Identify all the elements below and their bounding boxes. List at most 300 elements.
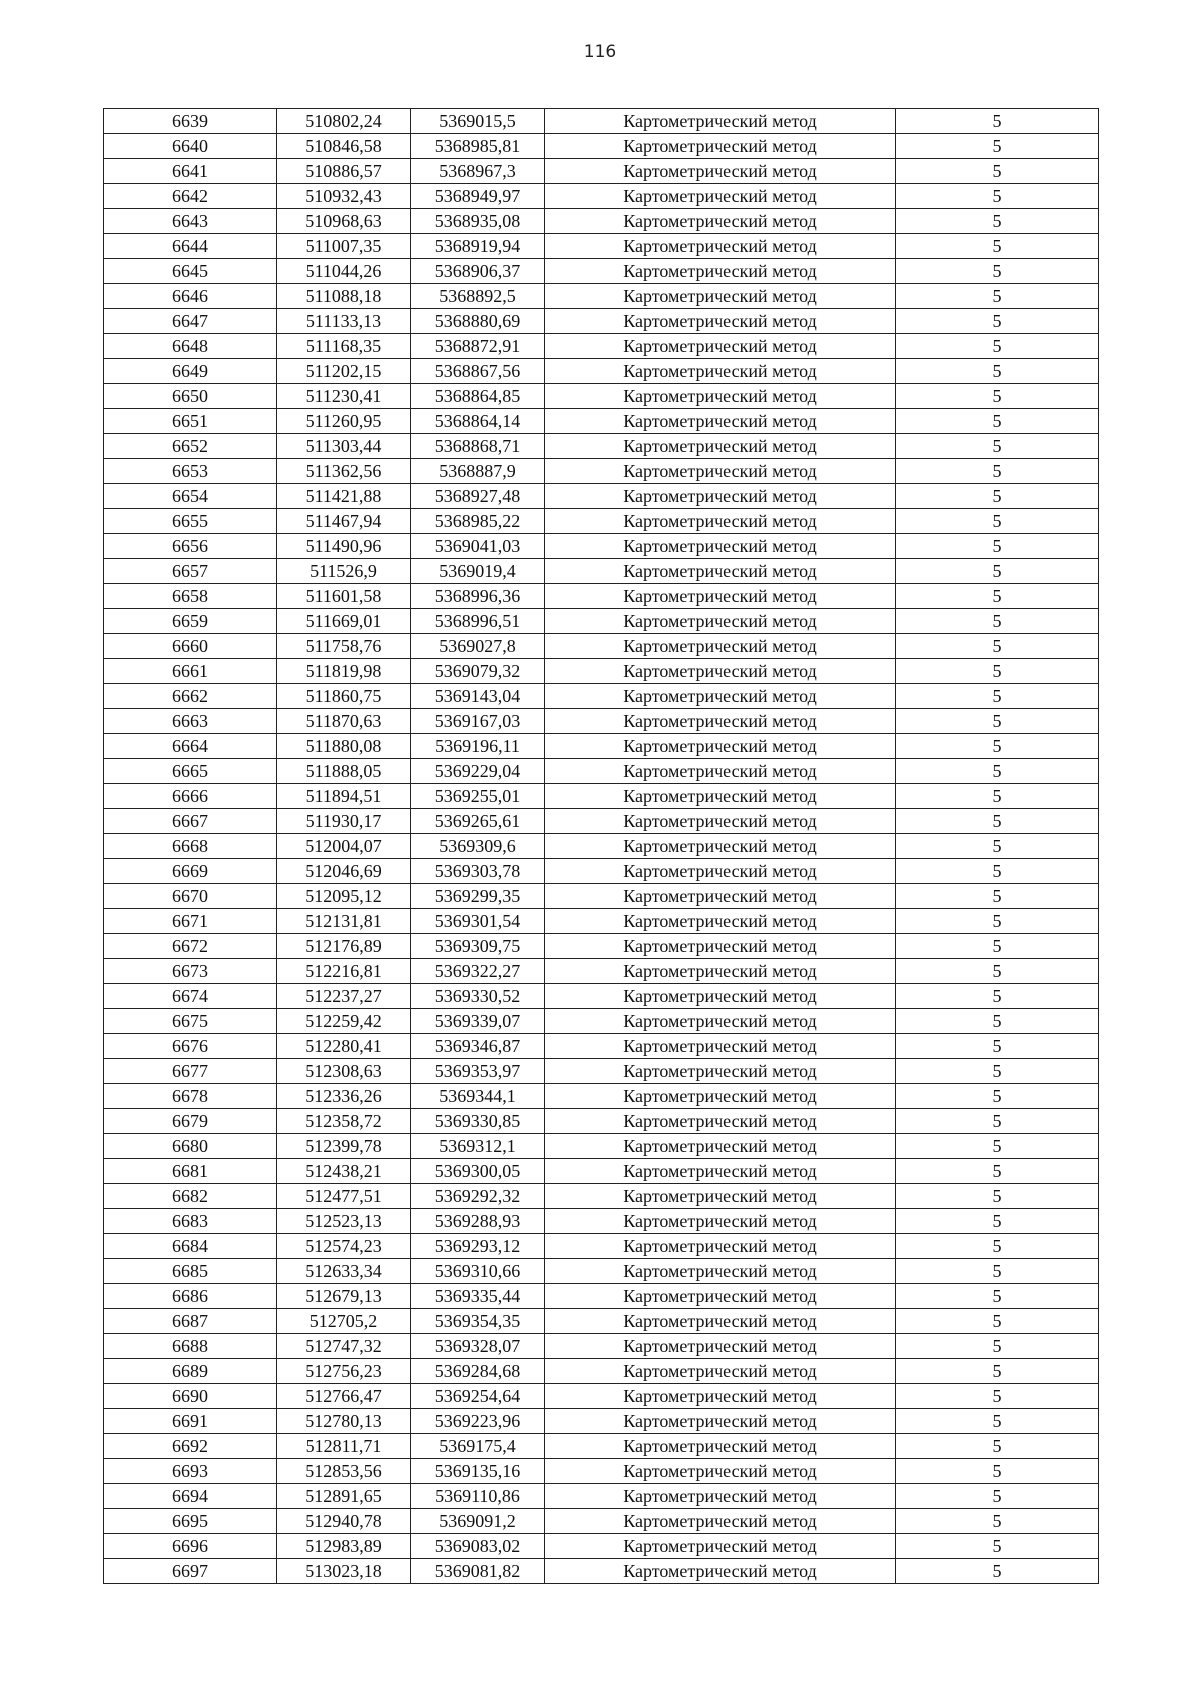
x-coordinate-cell: 512280,41	[277, 1034, 411, 1059]
table-row	[104, 1084, 1099, 1109]
y-coordinate-cell: 5369309,6	[411, 834, 545, 859]
x-coordinate-cell: 511490,96	[277, 534, 411, 559]
table-row	[104, 434, 1099, 459]
accuracy-cell: 5	[896, 1534, 1099, 1559]
table-row	[104, 1334, 1099, 1359]
table-row	[104, 559, 1099, 584]
point-number-cell: 6686	[104, 1284, 277, 1309]
y-coordinate-cell: 5369135,16	[411, 1459, 545, 1484]
y-coordinate-cell: 5369339,07	[411, 1009, 545, 1034]
x-coordinate-cell: 512811,71	[277, 1434, 411, 1459]
accuracy-cell: 5	[896, 134, 1099, 159]
method-cell: Картометрический метод	[545, 1109, 896, 1134]
x-coordinate-cell: 512336,26	[277, 1084, 411, 1109]
y-coordinate-cell: 5369081,82	[411, 1559, 545, 1584]
table-row	[104, 609, 1099, 634]
y-coordinate-cell: 5368949,97	[411, 184, 545, 209]
accuracy-cell: 5	[896, 1034, 1099, 1059]
accuracy-cell: 5	[896, 1284, 1099, 1309]
x-coordinate-cell: 511044,26	[277, 259, 411, 284]
table-row	[104, 1534, 1099, 1559]
x-coordinate-cell: 511421,88	[277, 484, 411, 509]
accuracy-cell: 5	[896, 384, 1099, 409]
point-number-cell: 6667	[104, 809, 277, 834]
method-cell: Картометрический метод	[545, 1234, 896, 1259]
table-row	[104, 459, 1099, 484]
x-coordinate-cell: 512574,23	[277, 1234, 411, 1259]
accuracy-cell: 5	[896, 809, 1099, 834]
method-cell: Картометрический метод	[545, 1384, 896, 1409]
y-coordinate-cell: 5369301,54	[411, 909, 545, 934]
x-coordinate-cell: 511133,13	[277, 309, 411, 334]
point-number-cell: 6691	[104, 1409, 277, 1434]
accuracy-cell: 5	[896, 1484, 1099, 1509]
y-coordinate-cell: 5368919,94	[411, 234, 545, 259]
table-row	[104, 684, 1099, 709]
x-coordinate-cell: 511168,35	[277, 334, 411, 359]
y-coordinate-cell: 5368892,5	[411, 284, 545, 309]
point-number-cell: 6659	[104, 609, 277, 634]
accuracy-cell: 5	[896, 1384, 1099, 1409]
x-coordinate-cell: 512477,51	[277, 1184, 411, 1209]
accuracy-cell: 5	[896, 859, 1099, 884]
point-number-cell: 6652	[104, 434, 277, 459]
point-number-cell: 6660	[104, 634, 277, 659]
point-number-cell: 6650	[104, 384, 277, 409]
x-coordinate-cell: 511758,76	[277, 634, 411, 659]
y-coordinate-cell: 5368996,51	[411, 609, 545, 634]
table-row	[104, 509, 1099, 534]
point-number-cell: 6656	[104, 534, 277, 559]
table-row	[104, 109, 1099, 134]
point-number-cell: 6669	[104, 859, 277, 884]
table-row	[104, 909, 1099, 934]
y-coordinate-cell: 5368985,22	[411, 509, 545, 534]
accuracy-cell: 5	[896, 734, 1099, 759]
accuracy-cell: 5	[896, 659, 1099, 684]
table-row	[104, 1384, 1099, 1409]
x-coordinate-cell: 512705,2	[277, 1309, 411, 1334]
accuracy-cell: 5	[896, 159, 1099, 184]
accuracy-cell: 5	[896, 684, 1099, 709]
y-coordinate-cell: 5369288,93	[411, 1209, 545, 1234]
y-coordinate-cell: 5369079,32	[411, 659, 545, 684]
method-cell: Картометрический метод	[545, 184, 896, 209]
method-cell: Картометрический метод	[545, 134, 896, 159]
accuracy-cell: 5	[896, 234, 1099, 259]
table-row	[104, 1134, 1099, 1159]
y-coordinate-cell: 5369223,96	[411, 1409, 545, 1434]
y-coordinate-cell: 5368864,14	[411, 409, 545, 434]
y-coordinate-cell: 5368887,9	[411, 459, 545, 484]
y-coordinate-cell: 5369299,35	[411, 884, 545, 909]
table-row	[104, 859, 1099, 884]
point-number-cell: 6665	[104, 759, 277, 784]
method-cell: Картометрический метод	[545, 1059, 896, 1084]
point-number-cell: 6696	[104, 1534, 277, 1559]
table-row	[104, 1434, 1099, 1459]
page-number: 116	[583, 42, 617, 62]
table-row	[104, 409, 1099, 434]
table-row	[104, 1109, 1099, 1134]
accuracy-cell: 5	[896, 459, 1099, 484]
coordinates-table	[103, 108, 1099, 1584]
accuracy-cell: 5	[896, 1009, 1099, 1034]
table-row	[104, 1009, 1099, 1034]
method-cell: Картометрический метод	[545, 484, 896, 509]
x-coordinate-cell: 512747,32	[277, 1334, 411, 1359]
table-row	[104, 284, 1099, 309]
method-cell: Картометрический метод	[545, 1084, 896, 1109]
x-coordinate-cell: 511669,01	[277, 609, 411, 634]
y-coordinate-cell: 5369254,64	[411, 1384, 545, 1409]
y-coordinate-cell: 5369346,87	[411, 1034, 545, 1059]
y-coordinate-cell: 5368872,91	[411, 334, 545, 359]
method-cell: Картометрический метод	[545, 959, 896, 984]
y-coordinate-cell: 5368985,81	[411, 134, 545, 159]
y-coordinate-cell: 5369328,07	[411, 1334, 545, 1359]
x-coordinate-cell: 511467,94	[277, 509, 411, 534]
method-cell: Картометрический метод	[545, 284, 896, 309]
accuracy-cell: 5	[896, 359, 1099, 384]
accuracy-cell: 5	[896, 434, 1099, 459]
accuracy-cell: 5	[896, 1459, 1099, 1484]
x-coordinate-cell: 511894,51	[277, 784, 411, 809]
point-number-cell: 6689	[104, 1359, 277, 1384]
accuracy-cell: 5	[896, 1184, 1099, 1209]
table-row	[104, 809, 1099, 834]
y-coordinate-cell: 5369344,1	[411, 1084, 545, 1109]
method-cell: Картометрический метод	[545, 534, 896, 559]
table-row	[104, 384, 1099, 409]
method-cell: Картометрический метод	[545, 784, 896, 809]
y-coordinate-cell: 5368880,69	[411, 309, 545, 334]
x-coordinate-cell: 512237,27	[277, 984, 411, 1009]
point-number-cell: 6651	[104, 409, 277, 434]
point-number-cell: 6640	[104, 134, 277, 159]
x-coordinate-cell: 512095,12	[277, 884, 411, 909]
method-cell: Картометрический метод	[545, 1309, 896, 1334]
method-cell: Картометрический метод	[545, 934, 896, 959]
method-cell: Картометрический метод	[545, 209, 896, 234]
table-row	[104, 1234, 1099, 1259]
point-number-cell: 6641	[104, 159, 277, 184]
point-number-cell: 6668	[104, 834, 277, 859]
accuracy-cell: 5	[896, 759, 1099, 784]
method-cell: Картометрический метод	[545, 1284, 896, 1309]
y-coordinate-cell: 5369110,86	[411, 1484, 545, 1509]
accuracy-cell: 5	[896, 409, 1099, 434]
table-row	[104, 1459, 1099, 1484]
method-cell: Картометрический метод	[545, 1509, 896, 1534]
method-cell: Картометрический метод	[545, 984, 896, 1009]
x-coordinate-cell: 510968,63	[277, 209, 411, 234]
point-number-cell: 6653	[104, 459, 277, 484]
method-cell: Картометрический метод	[545, 709, 896, 734]
accuracy-cell: 5	[896, 584, 1099, 609]
method-cell: Картометрический метод	[545, 1359, 896, 1384]
y-coordinate-cell: 5369335,44	[411, 1284, 545, 1309]
y-coordinate-cell: 5369196,11	[411, 734, 545, 759]
y-coordinate-cell: 5369143,04	[411, 684, 545, 709]
table-row	[104, 734, 1099, 759]
point-number-cell: 6675	[104, 1009, 277, 1034]
point-number-cell: 6657	[104, 559, 277, 584]
point-number-cell: 6679	[104, 1109, 277, 1134]
method-cell: Картометрический метод	[545, 659, 896, 684]
point-number-cell: 6695	[104, 1509, 277, 1534]
y-coordinate-cell: 5369091,2	[411, 1509, 545, 1534]
x-coordinate-cell: 512308,63	[277, 1059, 411, 1084]
point-number-cell: 6687	[104, 1309, 277, 1334]
point-number-cell: 6693	[104, 1459, 277, 1484]
method-cell: Картометрический метод	[545, 634, 896, 659]
y-coordinate-cell: 5369265,61	[411, 809, 545, 834]
accuracy-cell: 5	[896, 934, 1099, 959]
x-coordinate-cell: 511930,17	[277, 809, 411, 834]
accuracy-cell: 5	[896, 1059, 1099, 1084]
x-coordinate-cell: 512523,13	[277, 1209, 411, 1234]
point-number-cell: 6683	[104, 1209, 277, 1234]
x-coordinate-cell: 510802,24	[277, 109, 411, 134]
table-row	[104, 934, 1099, 959]
table-row	[104, 309, 1099, 334]
table-row	[104, 1209, 1099, 1234]
x-coordinate-cell: 511088,18	[277, 284, 411, 309]
y-coordinate-cell: 5369167,03	[411, 709, 545, 734]
point-number-cell: 6642	[104, 184, 277, 209]
point-number-cell: 6643	[104, 209, 277, 234]
method-cell: Картометрический метод	[545, 1484, 896, 1509]
x-coordinate-cell: 512853,56	[277, 1459, 411, 1484]
point-number-cell: 6681	[104, 1159, 277, 1184]
accuracy-cell: 5	[896, 209, 1099, 234]
y-coordinate-cell: 5368864,85	[411, 384, 545, 409]
accuracy-cell: 5	[896, 184, 1099, 209]
x-coordinate-cell: 512891,65	[277, 1484, 411, 1509]
y-coordinate-cell: 5369353,97	[411, 1059, 545, 1084]
accuracy-cell: 5	[896, 1509, 1099, 1534]
accuracy-cell: 5	[896, 284, 1099, 309]
accuracy-cell: 5	[896, 109, 1099, 134]
table-row	[104, 1159, 1099, 1184]
y-coordinate-cell: 5368868,71	[411, 434, 545, 459]
method-cell: Картометрический метод	[545, 409, 896, 434]
accuracy-cell: 5	[896, 834, 1099, 859]
method-cell: Картометрический метод	[545, 234, 896, 259]
accuracy-cell: 5	[896, 1259, 1099, 1284]
method-cell: Картометрический метод	[545, 1534, 896, 1559]
point-number-cell: 6648	[104, 334, 277, 359]
method-cell: Картометрический метод	[545, 1409, 896, 1434]
table-row	[104, 1284, 1099, 1309]
x-coordinate-cell: 512399,78	[277, 1134, 411, 1159]
method-cell: Картометрический метод	[545, 384, 896, 409]
y-coordinate-cell: 5369292,32	[411, 1184, 545, 1209]
x-coordinate-cell: 513023,18	[277, 1559, 411, 1584]
point-number-cell: 6690	[104, 1384, 277, 1409]
table-row	[104, 1259, 1099, 1284]
table-row	[104, 259, 1099, 284]
table-row	[104, 1484, 1099, 1509]
point-number-cell: 6680	[104, 1134, 277, 1159]
method-cell: Картометрический метод	[545, 459, 896, 484]
point-number-cell: 6694	[104, 1484, 277, 1509]
accuracy-cell: 5	[896, 634, 1099, 659]
accuracy-cell: 5	[896, 1334, 1099, 1359]
point-number-cell: 6666	[104, 784, 277, 809]
x-coordinate-cell: 512633,34	[277, 1259, 411, 1284]
point-number-cell: 6670	[104, 884, 277, 909]
x-coordinate-cell: 511202,15	[277, 359, 411, 384]
y-coordinate-cell: 5369310,66	[411, 1259, 545, 1284]
x-coordinate-cell: 510846,58	[277, 134, 411, 159]
point-number-cell: 6674	[104, 984, 277, 1009]
table-row	[104, 159, 1099, 184]
x-coordinate-cell: 511230,41	[277, 384, 411, 409]
accuracy-cell: 5	[896, 1559, 1099, 1584]
x-coordinate-cell: 511601,58	[277, 584, 411, 609]
y-coordinate-cell: 5369303,78	[411, 859, 545, 884]
accuracy-cell: 5	[896, 909, 1099, 934]
y-coordinate-cell: 5369354,35	[411, 1309, 545, 1334]
method-cell: Картометрический метод	[545, 609, 896, 634]
x-coordinate-cell: 511860,75	[277, 684, 411, 709]
point-number-cell: 6676	[104, 1034, 277, 1059]
table-row	[104, 209, 1099, 234]
y-coordinate-cell: 5368927,48	[411, 484, 545, 509]
y-coordinate-cell: 5369322,27	[411, 959, 545, 984]
method-cell: Картометрический метод	[545, 859, 896, 884]
method-cell: Картометрический метод	[545, 909, 896, 934]
accuracy-cell: 5	[896, 484, 1099, 509]
x-coordinate-cell: 510932,43	[277, 184, 411, 209]
accuracy-cell: 5	[896, 1409, 1099, 1434]
method-cell: Картометрический метод	[545, 509, 896, 534]
point-number-cell: 6647	[104, 309, 277, 334]
table-row	[104, 134, 1099, 159]
x-coordinate-cell: 512176,89	[277, 934, 411, 959]
x-coordinate-cell: 512131,81	[277, 909, 411, 934]
table-row	[104, 1509, 1099, 1534]
table-row	[104, 1184, 1099, 1209]
point-number-cell: 6678	[104, 1084, 277, 1109]
accuracy-cell: 5	[896, 1359, 1099, 1384]
accuracy-cell: 5	[896, 709, 1099, 734]
table-row	[104, 534, 1099, 559]
y-coordinate-cell: 5369175,4	[411, 1434, 545, 1459]
method-cell: Картометрический метод	[545, 1134, 896, 1159]
y-coordinate-cell: 5368867,56	[411, 359, 545, 384]
accuracy-cell: 5	[896, 1159, 1099, 1184]
table-row	[104, 359, 1099, 384]
accuracy-cell: 5	[896, 984, 1099, 1009]
accuracy-cell: 5	[896, 609, 1099, 634]
x-coordinate-cell: 512438,21	[277, 1159, 411, 1184]
x-coordinate-cell: 511819,98	[277, 659, 411, 684]
accuracy-cell: 5	[896, 1109, 1099, 1134]
method-cell: Картометрический метод	[545, 834, 896, 859]
y-coordinate-cell: 5368935,08	[411, 209, 545, 234]
method-cell: Картометрический метод	[545, 809, 896, 834]
point-number-cell: 6672	[104, 934, 277, 959]
method-cell: Картометрический метод	[545, 259, 896, 284]
method-cell: Картометрический метод	[545, 109, 896, 134]
method-cell: Картометрический метод	[545, 1434, 896, 1459]
x-coordinate-cell: 512216,81	[277, 959, 411, 984]
table-row	[104, 1359, 1099, 1384]
method-cell: Картометрический метод	[545, 684, 896, 709]
coordinates-table-body	[104, 109, 1099, 1584]
point-number-cell: 6646	[104, 284, 277, 309]
table-row	[104, 709, 1099, 734]
table-row	[104, 784, 1099, 809]
table-row	[104, 1309, 1099, 1334]
point-number-cell: 6684	[104, 1234, 277, 1259]
accuracy-cell: 5	[896, 559, 1099, 584]
point-number-cell: 6697	[104, 1559, 277, 1584]
x-coordinate-cell: 511260,95	[277, 409, 411, 434]
accuracy-cell: 5	[896, 534, 1099, 559]
method-cell: Картометрический метод	[545, 584, 896, 609]
point-number-cell: 6655	[104, 509, 277, 534]
x-coordinate-cell: 511007,35	[277, 234, 411, 259]
x-coordinate-cell: 512358,72	[277, 1109, 411, 1134]
y-coordinate-cell: 5369330,52	[411, 984, 545, 1009]
x-coordinate-cell: 512983,89	[277, 1534, 411, 1559]
y-coordinate-cell: 5369293,12	[411, 1234, 545, 1259]
accuracy-cell: 5	[896, 1434, 1099, 1459]
accuracy-cell: 5	[896, 1134, 1099, 1159]
x-coordinate-cell: 512259,42	[277, 1009, 411, 1034]
y-coordinate-cell: 5368996,36	[411, 584, 545, 609]
table-row	[104, 584, 1099, 609]
accuracy-cell: 5	[896, 334, 1099, 359]
x-coordinate-cell: 511870,63	[277, 709, 411, 734]
table-row	[104, 1034, 1099, 1059]
point-number-cell: 6649	[104, 359, 277, 384]
table-row	[104, 659, 1099, 684]
point-number-cell: 6663	[104, 709, 277, 734]
x-coordinate-cell: 511362,56	[277, 459, 411, 484]
y-coordinate-cell: 5369300,05	[411, 1159, 545, 1184]
accuracy-cell: 5	[896, 959, 1099, 984]
method-cell: Картометрический метод	[545, 359, 896, 384]
point-number-cell: 6688	[104, 1334, 277, 1359]
table-row	[104, 234, 1099, 259]
y-coordinate-cell: 5369284,68	[411, 1359, 545, 1384]
y-coordinate-cell: 5369083,02	[411, 1534, 545, 1559]
method-cell: Картометрический метод	[545, 159, 896, 184]
x-coordinate-cell: 512679,13	[277, 1284, 411, 1309]
method-cell: Картометрический метод	[545, 1334, 896, 1359]
method-cell: Картометрический метод	[545, 1259, 896, 1284]
table-row	[104, 334, 1099, 359]
x-coordinate-cell: 511303,44	[277, 434, 411, 459]
x-coordinate-cell: 511526,9	[277, 559, 411, 584]
method-cell: Картометрический метод	[545, 1184, 896, 1209]
table-row	[104, 184, 1099, 209]
y-coordinate-cell: 5369027,8	[411, 634, 545, 659]
point-number-cell: 6671	[104, 909, 277, 934]
method-cell: Картометрический метод	[545, 1559, 896, 1584]
y-coordinate-cell: 5369309,75	[411, 934, 545, 959]
y-coordinate-cell: 5369255,01	[411, 784, 545, 809]
point-number-cell: 6639	[104, 109, 277, 134]
point-number-cell: 6673	[104, 959, 277, 984]
table-row	[104, 834, 1099, 859]
y-coordinate-cell: 5369019,4	[411, 559, 545, 584]
